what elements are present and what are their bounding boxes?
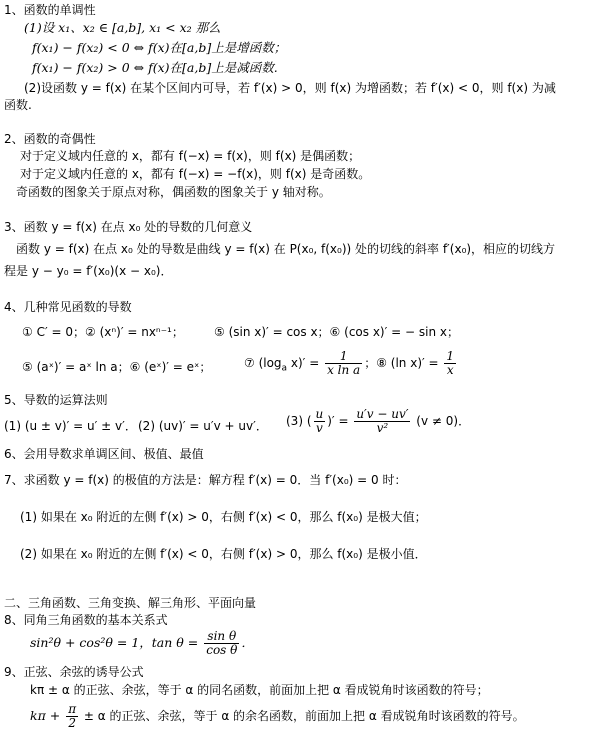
log-derivative-fraction <box>325 350 362 377</box>
sum-rule: (1) (u ± v)′ = u′ ± v′． <box>4 419 137 433</box>
local-maximum-rule: (1) 如果在 x₀ 附近的左侧 f′(x) > 0，右侧 f′(x) < 0，那么 f(x₀) 是极大值； <box>20 510 427 524</box>
fraction-numerator: u <box>315 407 324 421</box>
part-heading-trigonometry: 二、三角函数、三角变换、解三角形、平面向量 <box>4 596 257 610</box>
reduction-rule-co-name <box>30 703 525 730</box>
fraction-denominator: v² <box>376 421 389 435</box>
fraction-numerator: sin θ <box>204 630 239 644</box>
section-heading-parity: 2、函数的奇偶性 <box>4 132 96 146</box>
fraction-numerator: u′v − uv′ <box>356 407 409 421</box>
quotient-base-fraction <box>314 408 326 435</box>
local-minimum-rule: (2) 如果在 x₀ 附近的左侧 f′(x) < 0，右侧 f′(x) > 0，那么 f(x₀) 是极小值． <box>20 547 427 561</box>
quotient-prefix: (3) ( <box>286 414 312 428</box>
tangent-line-equation: 程是 y − y₀ = f′(x₀)(x − x₀)． <box>4 264 173 278</box>
section-heading-common-derivatives: 4、几种常见函数的导数 <box>4 300 132 314</box>
section-heading-trig-identities: 8、同角三角函数的基本关系式 <box>4 613 168 627</box>
reduction-suffix: ± α 的正弦、余弦，等于 α 的余名函数，前面加上把 α 看成锐角时该函数的符号。 <box>80 709 525 723</box>
log-derivative-prefix: ⑦ (log <box>244 356 282 370</box>
derivatives-row-1a: ① C′ = 0；② (xⁿ)′ = nxⁿ⁻¹； <box>22 325 184 339</box>
section-heading-monotonicity: 1、函数的单调性 <box>4 3 96 17</box>
section-heading-geometric-meaning: 3、函数 y = f(x) 在点 x₀ 处的导数的几何意义 <box>4 220 253 234</box>
half-pi-fraction <box>66 703 78 730</box>
section-heading-monotonic-intervals: 6、会用导数求单调区间、极值、最值 <box>4 447 204 461</box>
fraction-denominator: cos θ <box>206 643 238 657</box>
fraction-denominator: x <box>446 363 454 377</box>
monotonic-condition: (1)设 x₁、x₂ ∈ [a,b], x₁ < x₂ 那么 <box>24 20 221 35</box>
section-heading-reduction-formulas: 9、正弦、余弦的诱导公式 <box>4 665 144 679</box>
tan-fraction <box>204 630 239 657</box>
product-rule: (2) (uv)′ = u′v + uv′． <box>138 419 268 433</box>
decreasing-rule: f(x₁) − f(x₂) > 0 ⇔ f(x)在[a,b]上是减函数. <box>32 60 278 75</box>
derivative-monotonic-rule-cont: 函数. <box>4 98 32 112</box>
trig-identity <box>30 630 254 657</box>
fraction-denominator: v <box>315 421 323 435</box>
reduction-rule-same-name: kπ ± α 的正弦、余弦，等于 α 的同名函数，前面加上把 α 看成锐角时该函数的符号； <box>30 683 489 697</box>
log-derivative-mid: x)′ = <box>287 356 324 370</box>
derivative-monotonic-rule: (2)设函数 y = f(x) 在某个区间内可导，若 f′(x) > 0，则 f(x) 为增函数；若 f′(x) < 0，则 f(x) 为减 <box>24 81 556 95</box>
tangent-slope-rule: 函数 y = f(x) 在点 x₀ 处的导数是曲线 y = f(x) 在 P(x₀, f(x₀)) 处的切线的斜率 f′(x₀)，相应的切线方 <box>16 242 556 256</box>
fraction-numerator: 1 <box>446 349 455 363</box>
section-heading-operation-rules: 5、导数的运算法则 <box>4 393 108 407</box>
trig-identity-suffix: ． <box>241 635 254 650</box>
fraction-denominator: x ln a <box>327 363 361 377</box>
quotient-suffix: (v ≠ 0)． <box>412 414 471 428</box>
quotient-mid: )′ = <box>327 414 353 428</box>
ln-derivative-sep: ；⑧ (ln x)′ = <box>364 356 443 370</box>
fraction-denominator: 2 <box>68 716 76 730</box>
odd-function-rule: 对于定义域内任意的 x，都有 f(−x) = −f(x)，则 f(x) 是奇函数。 <box>20 167 371 181</box>
fraction-numerator: 1 <box>325 350 362 364</box>
quotient-rule <box>286 408 470 435</box>
quotient-result-fraction <box>354 408 410 435</box>
increasing-rule: f(x₁) − f(x₂) < 0 ⇔ f(x)在[a,b]上是增函数； <box>32 40 287 55</box>
reduction-prefix: kπ + <box>30 708 65 723</box>
symmetry-note: 奇函数的图象关于原点对称，偶函数的图象关于 y 轴对称。 <box>16 185 331 199</box>
derivatives-row-2a: ⑤ (aˣ)′ = aˣ ln a；⑥ (eˣ)′ = eˣ； <box>22 360 212 374</box>
derivatives-row-1b: ⑤ (sin x)′ = cos x；⑥ (cos x)′ = − sin x； <box>214 325 459 339</box>
trig-identity-prefix: sin²θ + cos²θ = 1，tan θ = <box>30 635 203 650</box>
log-base: a <box>281 363 288 374</box>
derivatives-row-2b <box>244 350 458 377</box>
even-function-rule: 对于定义域内任意的 x，都有 f(−x) = f(x)，则 f(x) 是偶函数； <box>20 149 361 163</box>
section-heading-extrema-method: 7、求函数 y = f(x) 的极值的方法是：解方程 f′(x) = 0．当 f′(x₀) = 0 时： <box>4 473 407 487</box>
fraction-numerator: π <box>68 702 77 716</box>
ln-derivative-fraction <box>444 350 456 377</box>
